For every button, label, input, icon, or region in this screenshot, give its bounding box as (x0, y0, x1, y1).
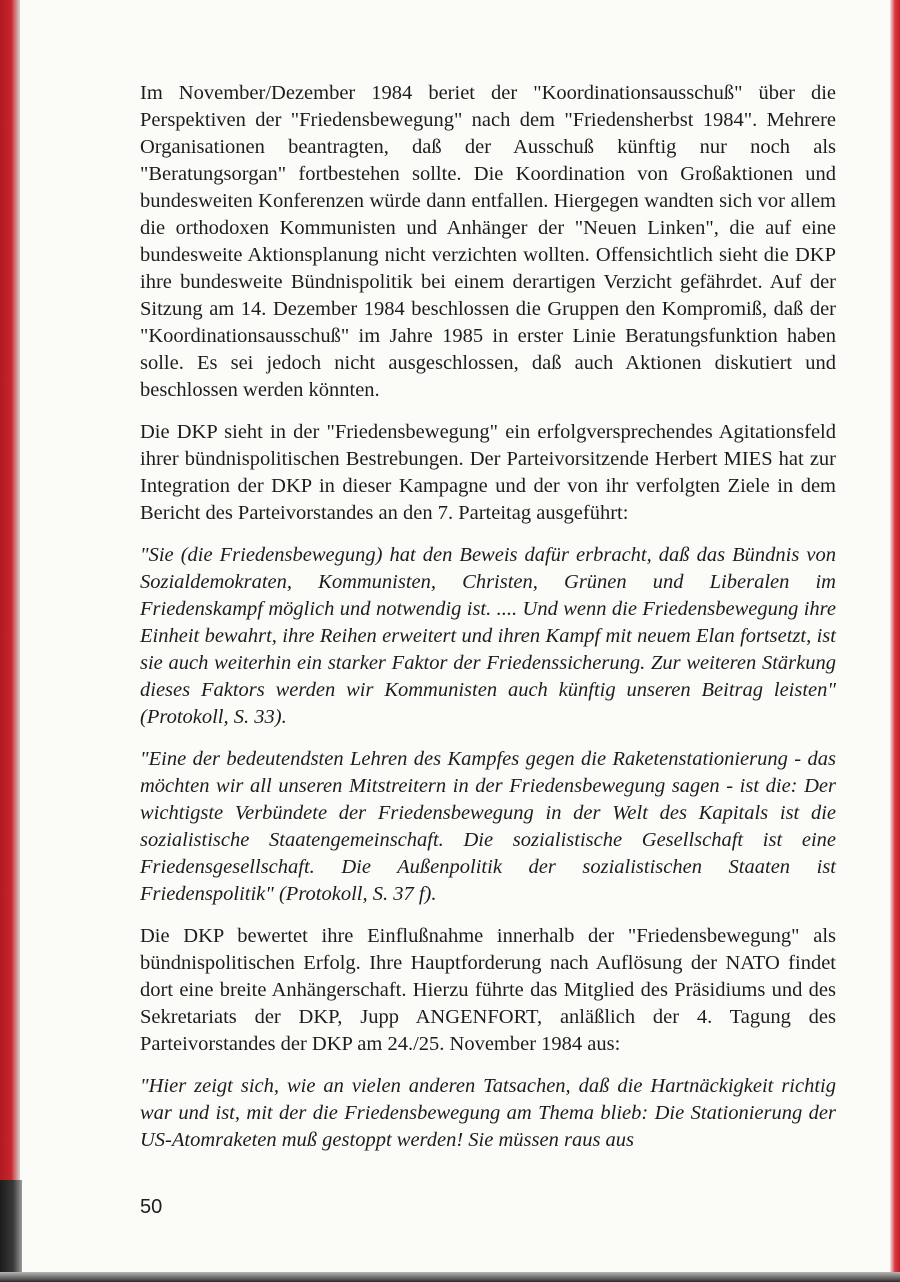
quote-paragraph: "Hier zeigt sich, wie an vielen anderen Tatsachen, daß die Hartnäckigkeit richtig war und ist, mit der die Friedensbewegung am Thema blieb: Die Stationierung der US-Atomraketen muß gestoppt werden! Sie müssen raus aus (140, 1075, 836, 1151)
page-number: 50 (140, 1196, 163, 1218)
paragraph: Die DKP bewertet ihre Einflußnahme innerhalb der "Friedensbewegung" als bündnispolitischen Erfolg. Ihre Hauptforderung nach Auflösung der NATO findet dort eine breite Anhängerschaft. Hierzu führte das Mitglied des Präsidiums und des Sekretariats der DKP, Jupp ANGENFORT, anläßlich der 4. Tagung des Parteivorstandes der DKP am 24./25. November 1984 aus: (140, 925, 836, 1055)
quote-paragraph: "Eine der bedeutendsten Lehren des Kampfes gegen die Raketenstationierung - das möchten wir all unseren Mitstreitern in der Friedensbewegung sagen - ist die: Der wichtigste Verbündete der Friedensbewegung in der Welt des Kapitals ist die sozialistische Staatengemeinschaft. Die sozialistische Gesellschaft ist eine Friedensgesellschaft. Die Außenpolitik der sozialistischen Staaten ist Friedenspolitik" (Protokoll, S. 37 f). (140, 748, 836, 905)
left-binding-edge (0, 0, 20, 1282)
quote-paragraph: "Sie (die Friedensbewegung) hat den Beweis dafür erbracht, daß das Bündnis von Sozialdemokraten, Kommunisten, Christen, Grünen und Liberalen im Friedenskampf möglich und notwendig ist. .... Und wenn die Friedensbewegung ihre Einheit bewahrt, ihre Reihen erweitert und ihren Kampf mit neuem Elan fortsetzt, ist sie auch weiterhin ein starker Faktor der Friedenssicherung. Zur weiteren Stärkung dieses Faktors werden wir Kommunisten auch künftig unseren Beitrag leisten" (Protokoll, S. 33). (140, 544, 836, 728)
paragraph: Im November/Dezember 1984 beriet der "Koordinationsausschuß" über die Perspektiven der "Friedensbewegung" nach dem "Friedensherbst 1984". Mehrere Organisationen beantragten, daß der Ausschuß künftig nur noch als "Beratungsorgan" fortbestehen sollte. Die Koordination von Großaktionen und bundesweiten Konferenzen würde dann entfallen. Hiergegen wandten sich vor allem die orthodoxen Kommunisten und Anhänger der "Neuen Linken", die auf eine bundesweite Aktionsplanung nicht verzichten wollten. Offensichtlich sieht die DKP ihre bundesweite Bündnispolitik bei einem derartigen Verzicht gefährdet. Auf der Sitzung am 14. Dezember 1984 beschlossen die Gruppen den Kompromiß, daß der "Koordinationsausschuß" im Jahre 1985 in erster Linie Beratungsfunktion haben solle. Es sei jedoch nicht ausgeschlossen, daß auch Aktionen diskutiert und beschlossen werden könnten. (140, 82, 836, 401)
right-binding-edge (890, 0, 900, 1282)
body-text (140, 80, 836, 1169)
bottom-page-shadow (0, 1272, 900, 1282)
left-binding-shadow (0, 1180, 22, 1282)
paragraph: Die DKP sieht in der "Friedensbewegung" ein erfolgversprechendes Agitationsfeld ihrer bündnispolitischen Bestrebungen. Der Parteivorsitzende Herbert MIES hat zur Integration der DKP in dieser Kampagne und der von ihr verfolgten Ziele in dem Bericht des Parteivorstandes an den 7. Parteitag ausgeführt: (140, 421, 836, 524)
